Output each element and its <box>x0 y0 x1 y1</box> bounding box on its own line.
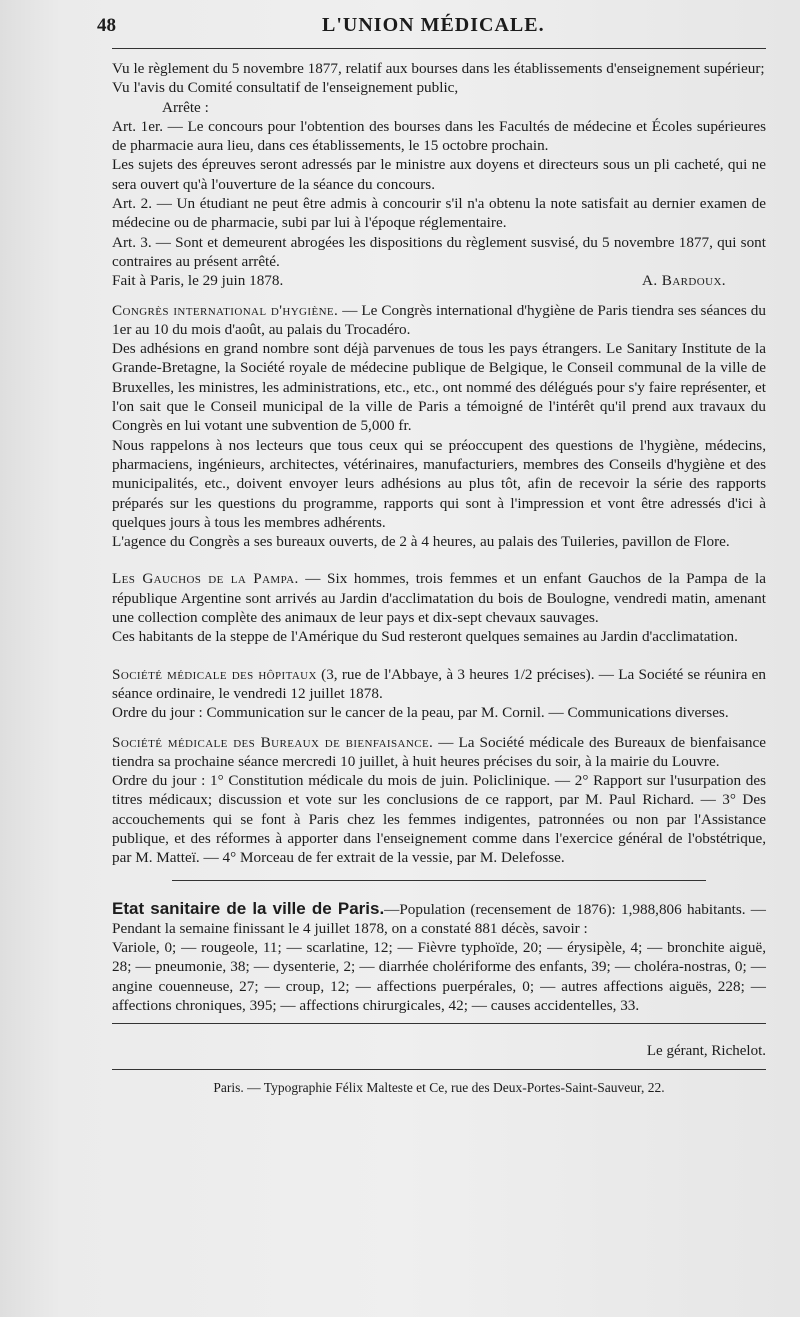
arrete-heading: Arrête : <box>162 98 209 116</box>
bienfaisance-paragraph: Société médicale des Bureaux de bienfaisance. — La Société médicale des Bureaux de bienfaisance tiendra sa prochaine séance mercredi 10 juillet, à huit heures précises du soir, à la mairie du Louvre. <box>112 733 766 770</box>
page-number: 48 <box>97 15 116 36</box>
congres-paragraph: Congrès international d'hygiène. — Le Congrès international d'hygiène de Paris tiendra ses séances du 1er au 10 du mois d'août, au palais du Trocadéro. <box>112 301 766 338</box>
etat-sanitaire <box>112 899 766 1016</box>
hopitaux-paragraph: Société médicale des hôpitaux (3, rue de l'Abbaye, à 3 heures 1/2 précises). — La Société se réunira en séance ordinaire, le vendredi 12 juillet 1878. <box>112 665 766 702</box>
signature-line <box>112 271 766 290</box>
arrete-paragraph: Vu l'avis du Comité consultatif de l'enseignement public, <box>112 79 459 97</box>
journal-title: L'UNION MÉDICALE. <box>322 14 545 36</box>
etat-paragraph: Etat sanitaire de la ville de Paris.—Population (recensement de 1876): 1,988,806 habitants. — Pendant la semaine finissant le 4 juillet 1878, on a constaté 881 décès, savoir : <box>112 898 766 937</box>
divider <box>112 1023 766 1024</box>
article-3: Art. 3. — Sont et demeurent abrogées les dispositions du règlement susvisé, du 5 novembre 1877, qui sont contraires au présent arrêté. <box>112 233 766 270</box>
section-title: Société médicale des Bureaux de bienfaisance. <box>112 733 434 751</box>
congres-paragraph: Nous rappelons à nos lecteurs que tous ceux qui se préoccupent des questions de l'hygiène, médecins, pharmaciens, ingénieurs, architectes, vétérinaires, manufacturiers, membres des Conseils d'hygiène et des municipalités, etc., doivent envoyer leurs adhésions au plus tôt, afin de recevoir la série des rapports préparés sur les questions du programme, rapports qui sont à l'impression et vont être adressés d'ici à quelques jours à tous les membres adhérents. <box>112 436 766 531</box>
congres-paragraph: Des adhésions en grand nombre sont déjà parvenues de tous les pays étrangers. Le Sanitary Institute de la Grande-Bretagne, la Société royale de médecine publique de Belgique, le Conseil communal de la ville de Bruxelles, les ministres, les administrations, etc., etc., ont nommé des délégués pour s'y faire représenter, et l'on sait que le Conseil municipal de la ville de Paris a témoigné de l'intérêt qu'il prend aux travaux du Congrès en lui votant une subvention de 5,000 fr. <box>112 340 766 435</box>
gauchos-paragraph: Les Gauchos de la Pampa. — Six hommes, trois femmes et un enfant Gauchos de la Pampa de la république Argentine sont arrivés au Jardin d'acclimatation du bois de Boulogne, vendredi matin, amenant une collection complète des animaux de leur pays et dix-sept chevaux sauvages. <box>112 570 767 627</box>
signed-place-date: Fait à Paris, le 29 juin 1878. <box>112 272 284 290</box>
section-title: Société médicale des hôpitaux <box>112 665 317 683</box>
article-1-continued: Les sujets des épreuves seront adressés par le ministre aux doyens et directeurs sous un pli cacheté, qui ne sera ouvert qu'à l'ouverture de la séance du concours. <box>112 156 766 193</box>
article-body <box>112 59 766 1097</box>
bienfaisance-paragraph: Ordre du jour : 1° Constitution médicale du mois de juin. Policlinique. — 2° Rapport sur l'usurpation des titres médicaux; discussion et vote sur les conclusions de ce rapport, par M. Paul Richard. — 3° Des accouchements qui se font à Paris chez les femmes indigentes, patronnées ou non par l'Assistance publique, et des réformes à apporter dans l'enseignement comme dans l'exercice général de l'obstétrique, par M. Matteï. — 4° Morceau de fer extrait de la vessie, par M. Delefosse. <box>112 772 766 867</box>
section-title: Congrès international d'hygiène. <box>112 301 339 319</box>
etat-paragraph: Variole, 0; — rougeole, 11; — scarlatine, 12; — Fièvre typhoïde, 20; — érysipèle, 4; — bronchite aiguë, 28; — pneumonie, 38; — dysenterie, 2; — diarrhée cholériforme des enfants, 39; — choléra-nostras, 0; — angine couenneuse, 27; — croup, 12; — affections puerpérales, 0; — autres affections aiguës, 228; — affections chroniques, 395; — affections chirurgicales, 42; — causes accidentelles, 33. <box>112 939 766 1015</box>
gauchos-paragraph: Ces habitants de la steppe de l'Amérique du Sud resteront quelques semaines au Jardin d'acclimatation. <box>112 628 738 646</box>
article-1: Art. 1er. — Le concours pour l'obtention des bourses dans les Facultés de médecine et Écoles supérieures de pharmacie aura lieu, dans ces établissements, le 15 octobre prochain. <box>112 117 766 155</box>
section-title: Etat sanitaire de la ville de Paris. <box>112 898 385 918</box>
hopitaux-paragraph: Ordre du jour : Communication sur le cancer de la peau, par M. Cornil. — Communications diverses. <box>112 704 729 722</box>
signed-name: A. Bardoux. <box>642 272 726 290</box>
gerant-line: Le gérant, Richelot. <box>646 1043 766 1060</box>
printer-line: Paris. — Typographie Félix Malteste et Ce, rue des Deux-Portes-Saint-Sauveur, 22. <box>213 1079 665 1095</box>
arrete-paragraph: Vu le règlement du 5 novembre 1877, relatif aux bourses dans les établissements d'enseignement supérieur; <box>112 60 765 77</box>
article-2: Art. 2. — Un étudiant ne peut être admis à concourir s'il n'a obtenu la note satisfait au dernier examen de médecine ou de pharmacie, subi par lui à l'époque réglementaire. <box>112 195 766 232</box>
page-header <box>97 14 766 49</box>
congres-paragraph: L'agence du Congrès a ses bureaux ouverts, de 2 à 4 heures, au palais des Tuileries, pavillon de Flore. <box>112 533 730 551</box>
divider <box>112 1069 766 1070</box>
section-title: Les Gauchos de la Pampa. <box>112 570 299 588</box>
